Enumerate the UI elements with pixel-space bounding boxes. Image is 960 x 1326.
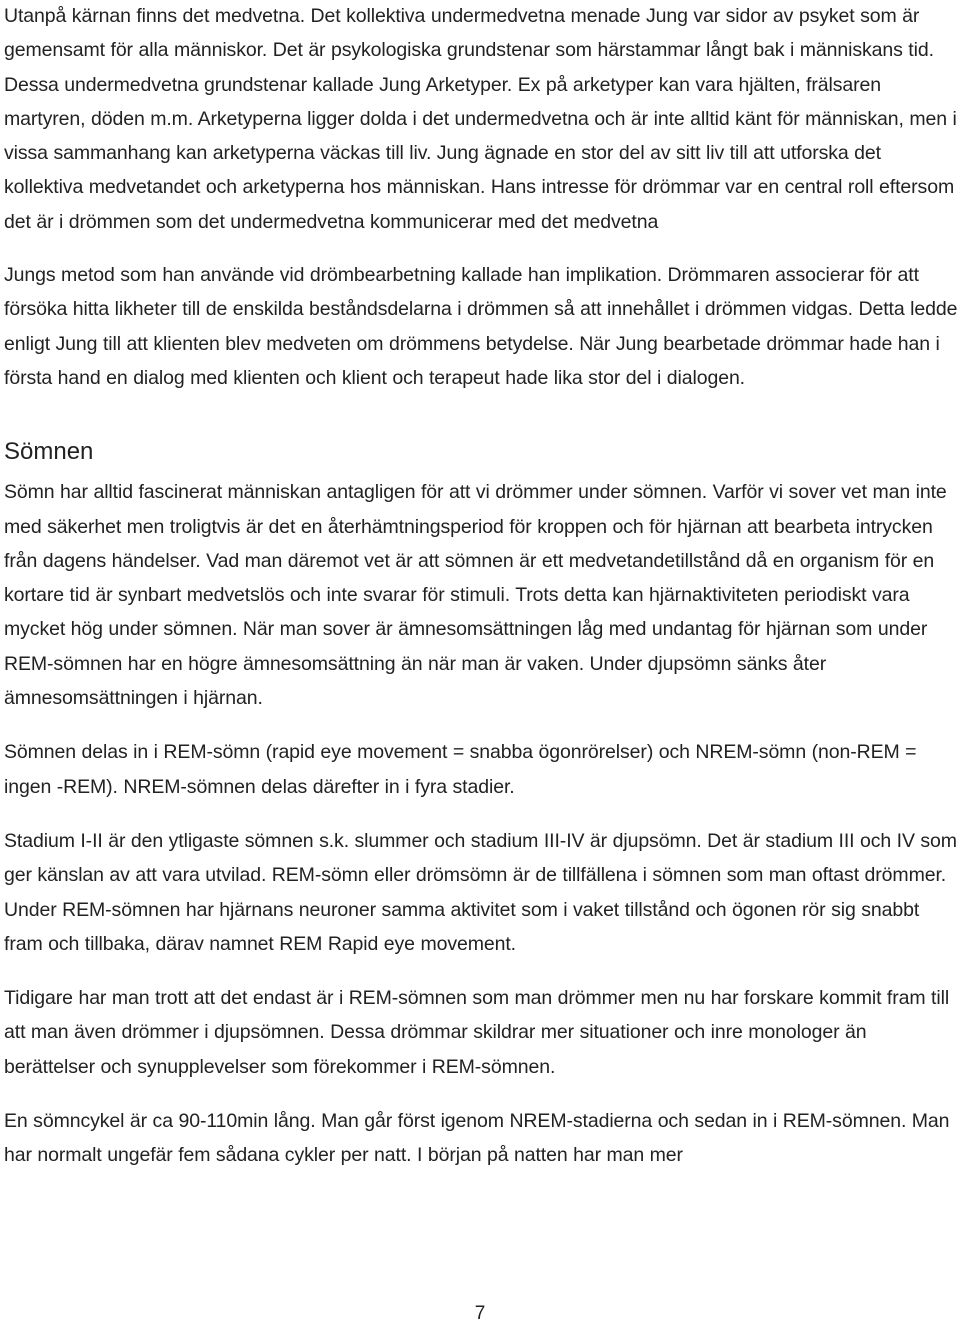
paragraph-djupsomn-drommar: Tidigare har man trott att det endast är i REM-sömnen som man drömmer men nu har forskare kommit fram till att man även drömmer i djupsömnen. Dessa drömmar skildrar mer situationer och inre monologer än berättelser och synupplevelser som förekommer i REM-sömnen. — [4, 987, 950, 1078]
page-number: 7 — [474, 1303, 486, 1324]
paragraph-somncykel: En sömncykel är ca 90-110min lång. Man går först igenom NREM-stadierna och sedan in i REM-sömnen. Man har normalt ungefär fem sådana cykler per natt. I början på natten har man mer — [4, 1110, 950, 1167]
paragraph-stadium: Stadium I-II är den ytligaste sömnen s.k. slummer och stadium III-IV är djupsömn. Det är stadium III och IV som ger känslan av att vara utvilad. REM-sömn eller drömsömn är de tillfällena i sömnen som man oftast drömmer. Under REM-sömnen har hjärnans neuroner samma aktivitet som i vaket tillstånd och ögonen rör sig snabbt fram och tillbaka, därav namnet REM Rapid eye movement. — [4, 829, 957, 955]
paragraph-jung-method: Jungs metod som han använde vid drömbearbetning kallade han implikation. Drömmaren associerar för att försöka hitta likheter till de enskilda beståndsdelarna i drömmen så att innehållet i drömmen vidgas. Detta ledde enligt Jung till att klienten blev medveten om drömmens betydelse. När Jung bearbetade drömmar hade han i första hand en dialog med klienten och klient och terapeut hade lika stor del i dialogen. — [4, 264, 958, 389]
paragraph-jung-archetypes: Utanpå kärnan finns det medvetna. Det kollektiva undermedvetna menade Jung var sidor av psyket som är gemensamt för alla människor. Det är psykologiska grundstenar som härstammar långt bak i människans tid. Dessa undermedvetna grundstenar kallade Jung Arketyper. Ex på arketyper kan vara hjälten, frälsaren martyren, döden m.m. Arketyperna ligger dolda i det undermedvetna och är inte alltid känt för människan, men i vissa sammanhang kan arketyperna väckas till liv. Jung ägnade en stor del av sitt liv till att utforska det kollektiva medvetandet och arketyperna hos människan. Hans intresse för drömmar var en central roll eftersom det är i drömmen som det undermedvetna kommunicerar med det medvetna — [4, 5, 957, 233]
section-heading-somnen: Sömnen — [4, 438, 94, 466]
paragraph-rem-nrem: Sömnen delas in i REM-sömn (rapid eye movement = snabba ögonrörelser) och NREM-sömn (non-REM = ingen -REM). NREM-sömnen delas därefter in i fyra stadier. — [4, 741, 917, 798]
document-page — [4, 0, 958, 1173]
paragraph-somn-intro: Sömn har alltid fascinerat människan antagligen för att vi drömmer under sömnen. Varför vi sover vet man inte med säkerhet men troligtvis är det en återhämtningsperiod för kroppen och för hjärnan att bearbeta intrycken från dagens händelser. Vad man däremot vet är att sömnen är ett medvetandetillstånd då en organism för en kortare tid är synbart medvetslös och inte svarar för stimuli. Trots detta kan hjärnaktiviteten periodiskt vara mycket hög under sömnen. När man sover är ämnesomsättningen låg med undantag för hjärnan som under REM-sömnen har en högre ämnesomsättning än när man är vaken. Under djupsömn sänks åter ämnesomsättningen i hjärnan. — [4, 481, 947, 710]
